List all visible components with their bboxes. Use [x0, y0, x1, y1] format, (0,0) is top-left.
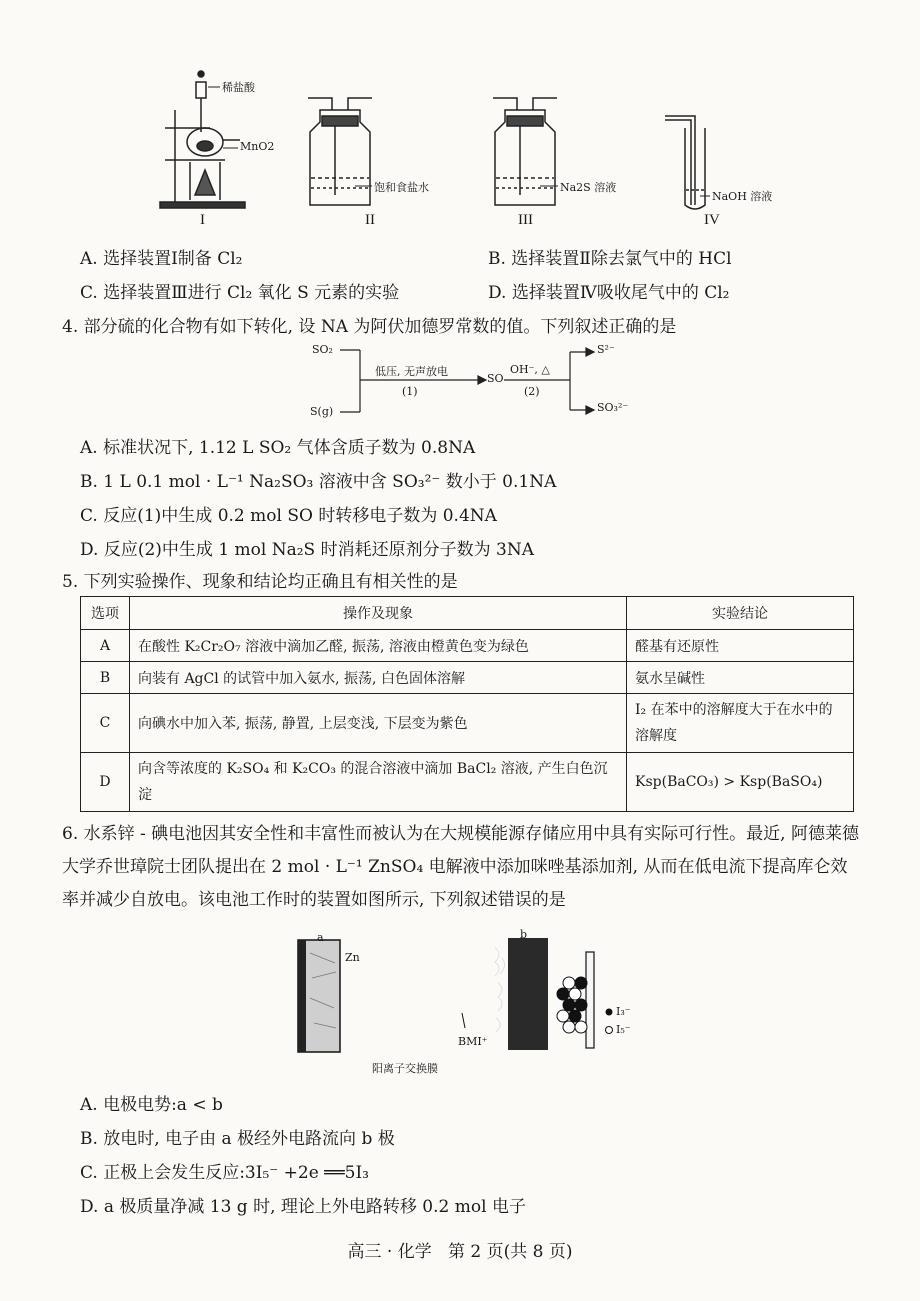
apparatus-2-drawing [308, 98, 372, 205]
page-footer: 高三 · 化学 第 2 页(共 8 页) [347, 1242, 573, 1262]
row-operation: 在酸性 K₂Cr₂O₇ 溶液中滴加乙醛, 振荡, 溶液由橙黄色变为绿色 [130, 630, 627, 662]
row-conclusion: I₂ 在苯中的溶解度大于在水中的溶解度 [627, 694, 854, 753]
electrode-b [508, 938, 548, 1050]
header-operation: 操作及现象 [130, 597, 627, 630]
q6-option-b: B. 放电时, 电子由 a 极经外电路流向 b 极 [80, 1129, 395, 1149]
numeral-3: III [518, 212, 533, 228]
scheme-step2: (2) [524, 385, 540, 398]
scheme-sg: S(g) [310, 405, 334, 418]
table-header-row [81, 597, 854, 630]
figure-label-b: b [520, 928, 528, 941]
figure-label-a: a [317, 931, 324, 944]
q6-stem: 6. 水系锌 - 碘电池因其安全性和丰富性而被认为在大规模能源存储应用中具有实际可行性。最近, 阿德莱德大学乔世璋院士团队提出在 2 mol · L⁻¹ ZnSO₄ 电解液中添加咪唑基添加剂, 从而在低电流下提高库仑效率并减少自放电。该电池工作时的装置如图所示, 下列叙述错误的是 [62, 824, 859, 910]
legend-i5: I₅⁻ [616, 1023, 631, 1036]
row-operation: 向碘水中加入苯, 振荡, 静置, 上层变浅, 下层变为紫色 [130, 694, 627, 753]
q3-option-d: D. 选择装置Ⅳ吸收尾气中的 Cl₂ [488, 283, 730, 303]
numeral-2: II [365, 212, 375, 228]
figure-label-bmi: BMI⁺ [458, 1035, 488, 1048]
scheme-so2: SO₂ [312, 343, 333, 356]
scheme-step1: (1) [402, 385, 418, 398]
row-option: B [81, 662, 130, 694]
row-option: D [81, 753, 130, 812]
q3-option-a: A. 选择装置Ⅰ制备 Cl₂ [80, 249, 243, 269]
q5-stem: 5. 下列实验操作、现象和结论均正确且有相关性的是 [62, 572, 458, 592]
table-row [81, 753, 854, 812]
row-option: A [81, 630, 130, 662]
figure-label-membrane: 阳离子交换膜 [372, 1062, 438, 1075]
apparatus-3-drawing [493, 98, 557, 205]
table-row [81, 662, 854, 694]
scheme-so3: SO₃²⁻ [597, 401, 629, 414]
q6-option-a: A. 电极电势:a < b [80, 1095, 223, 1115]
scheme-so: SO [487, 372, 504, 385]
numeral-1: I [200, 212, 205, 228]
row-option: C [81, 694, 130, 753]
scheme-cond2: OH⁻, △ [510, 363, 550, 376]
row-conclusion: 氨水呈碱性 [627, 662, 854, 694]
numeral-4: IV [704, 212, 720, 228]
label-dilute-hcl: 稀盐酸 [222, 81, 255, 94]
table-row [81, 630, 854, 662]
label-mno2: MnO2 [240, 140, 275, 153]
legend-i3: I₃⁻ [616, 1005, 631, 1018]
cation-exchange-membrane [586, 952, 594, 1048]
row-conclusion: Ksp(BaCO₃) > Ksp(BaSO₄) [627, 753, 854, 812]
scheme-s2: S²⁻ [597, 343, 615, 356]
q3-option-b: B. 选择装置Ⅱ除去氯气中的 HCl [488, 249, 732, 269]
q4-option-c: C. 反应(1)中生成 0.2 mol SO 时转移电子数为 0.4NA [80, 506, 497, 526]
row-conclusion: 醛基有还原性 [627, 630, 854, 662]
label-na2s: Na2S 溶液 [560, 181, 617, 194]
apparatus-4-drawing [665, 116, 705, 209]
q6-option-d: D. a 极质量净减 13 g 时, 理论上外电路转移 0.2 mol 电子 [80, 1197, 526, 1217]
q6-option-c: C. 正极上会发生反应:3I₅⁻ +2e ══5I₃ [80, 1163, 369, 1183]
label-naoh: NaOH 溶液 [712, 190, 773, 203]
q4-option-a: A. 标准状况下, 1.12 L SO₂ 气体含质子数为 0.8NA [80, 438, 476, 458]
header-conclusion: 实验结论 [627, 597, 854, 630]
header-option: 选项 [81, 597, 130, 630]
table-row [81, 694, 854, 753]
figure-label-zn: Zn [345, 951, 360, 964]
q4-stem: 4. 部分硫的化合物有如下转化, 设 NA 为阿伏加德罗常数的值。下列叙述正确的是 [62, 317, 677, 337]
label-saturated-nacl: 饱和食盐水 [374, 181, 429, 194]
q4-scheme [300, 340, 630, 425]
row-operation: 向含等浓度的 K₂SO₄ 和 K₂CO₃ 的混合溶液中滴加 BaCl₂ 溶液, 产生白色沉淀 [130, 753, 627, 812]
q5-table [80, 596, 854, 812]
scheme-cond1: 低压, 无声放电 [375, 365, 448, 378]
q4-option-d: D. 反应(2)中生成 1 mol Na₂S 时消耗还原剂分子数为 3NA [80, 540, 534, 560]
q4-option-b: B. 1 L 0.1 mol · L⁻¹ Na₂SO₃ 溶液中含 SO₃²⁻ 数小于 0.1NA [80, 472, 557, 492]
row-operation: 向装有 AgCl 的试管中加入氨水, 振荡, 白色固体溶解 [130, 662, 627, 694]
battery-figure [290, 928, 620, 1058]
q3-option-c: C. 选择装置Ⅲ进行 Cl₂ 氧化 S 元素的实验 [80, 283, 400, 303]
